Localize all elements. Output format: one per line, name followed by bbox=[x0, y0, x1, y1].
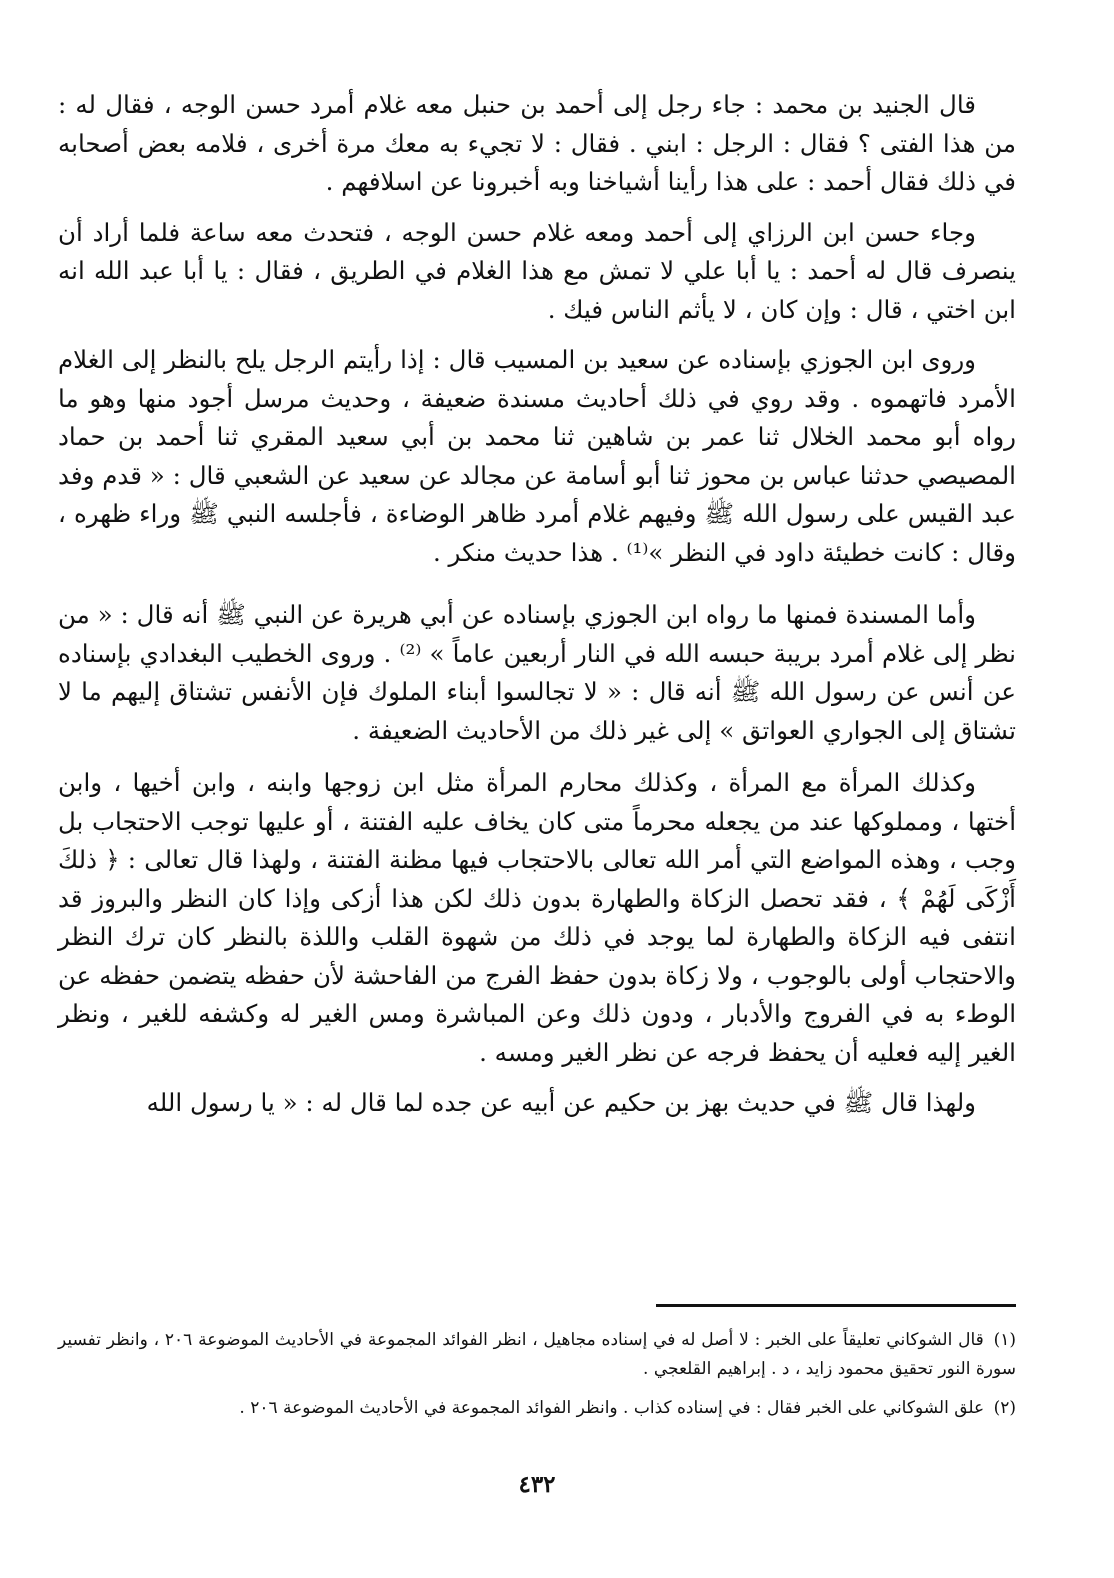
footnote-1-text: قال الشوكاني تعليقاً على الخبر : لا أصل له في إسناده مجاهيل ، انظر الفوائد المجموعة في الأحاديث الموضوعة ٢٠٦ ، وانظر تفسير سورة النور تحقيق محمود زايد ، د . إبراهيم القلعجي . bbox=[58, 1330, 1016, 1379]
page-number: ٤٣٢ bbox=[518, 1471, 556, 1498]
main-text bbox=[58, 86, 1016, 1123]
paragraph-bahz: ولهذا قال ﷺ في حديث بهز بن حكيم عن أبيه عن جده لما قال له : « يا رسول الله bbox=[146, 1088, 976, 1117]
paragraph-musnada: وأما المسندة فمنها ما رواه ابن الجوزي بإسناده عن أبي هريرة عن النبي ﷺ أنه قال : « من نظر إلى غلام أمرد بريبة حبسه الله في النار أربعين عاماً » ⁽²⁾ . وروى الخطيب البغدادي بإسناده عن أنس عن رسول الله ﷺ أنه قال : « لا تجالسوا أبناء الملوك فإن الأنفس تشتاق إليهم ما لا تشتاق إلى الجواري العواتق » إلى غير ذلك من الأحاديث الضعيفة . bbox=[58, 600, 1016, 745]
footnote-2-text: علق الشوكاني على الخبر فقال : في إسناده كذاب . وانظر الفوائد المجموعة في الأحاديث الموضوعة ٢٠٦ . bbox=[239, 1398, 985, 1418]
footnote-2-mark: (٢) bbox=[993, 1398, 1016, 1418]
footnotes bbox=[58, 1326, 1016, 1433]
paragraph-hasan-razi: وجاء حسن ابن الرزاي إلى أحمد ومعه غلام حسن الوجه ، فتحدث معه ساعة فلما أراد أن ينصرف قال له أحمد : يا أبا علي لا تمش مع هذا الغلام في الطريق ، فقال : يا أبا عبد الله انه ابن اختي ، قال : وإن كان ، لا يأثم الناس فيك . bbox=[58, 217, 1016, 324]
book-page bbox=[58, 86, 1016, 1546]
paragraph-woman: وكذلك المرأة مع المرأة ، وكذلك محارم المرأة مثل ابن زوجها وابنه ، وابن أخيها ، وابن أختها ، ومملوكها عند من يجعله محرماً متى كان يخاف عليه الفتنة ، أو عليها توجب الاحتجاب بل وجب ، وهذه المواضع التي أمر الله تعالى بالاحتجاب فيها مظنة الفتنة ، ولهذا قال تعالى : ﴿ ذلكَ أَزْكَى لَهُمْ ﴾ ، فقد تحصل الزكاة والطهارة بدون ذلك لكن هذا أزكى وإذا كان النظر والبروز قد انتفى فيه الزكاة والطهارة لما يوجد في ذلك من شهوة القلب واللذة بالنظر كان ترك النظر والاحتجاب أولى بالوجوب ، ولا زكاة بدون حفظ الفرج من الفاحشة لأن حفظه يتضمن حفظه عن الوطء به في الفروج والأدبار ، ودون ذلك وعن المباشرة ومس الغير له وكشفه للغير ، ونظر الغير إليه فعليه أن يحفظ فرجه عن نظر الغير ومسه . bbox=[58, 768, 1016, 1067]
footnote-2 bbox=[58, 1394, 1016, 1423]
paragraph-junayd: قال الجنيد بن محمد : جاء رجل إلى أحمد بن حنبل معه غلام أمرد حسن الوجه ، فقال له : من هذا الفتى ؟ فقال : الرجل : ابني . فقال : لا تجيء به معك مرة أخرى ، فلامه بعض أصحابه في ذلك فقال أحمد : على هذا رأينا أشياخنا وبه أخبرونا عن اسلافهم . bbox=[58, 90, 1016, 196]
footnote-1 bbox=[58, 1326, 1016, 1384]
footnote-1-mark: (١) bbox=[993, 1330, 1016, 1350]
footnote-divider bbox=[656, 1304, 1016, 1307]
paragraph-ibn-jawzi: وروى ابن الجوزي بإسناده عن سعيد بن المسيب قال : إذا رأيتم الرجل يلح بالنظر إلى الغلام الأمرد فاتهموه . وقد روي في ذلك أحاديث مسندة ضعيفة ، وحديث مرسل أجود منها وهو ما رواه أبو محمد الخلال ثنا عمر بن شاهين ثنا محمد بن أبي سعيد المقري ثنا أحمد بن حماد المصيصي حدثنا عباس بن محوز ثنا أبو أسامة عن مجالد عن سعيد عن الشعبي قال : « قدم وفد عبد القيس على رسول الله ﷺ وفيهم غلام أمرد ظاهر الوضاءة ، فأجلسه النبي ﷺ وراء ظهره ، وقال : كانت خطيئة داود في النظر »⁽¹⁾ . هذا حديث منكر . bbox=[58, 345, 1016, 567]
